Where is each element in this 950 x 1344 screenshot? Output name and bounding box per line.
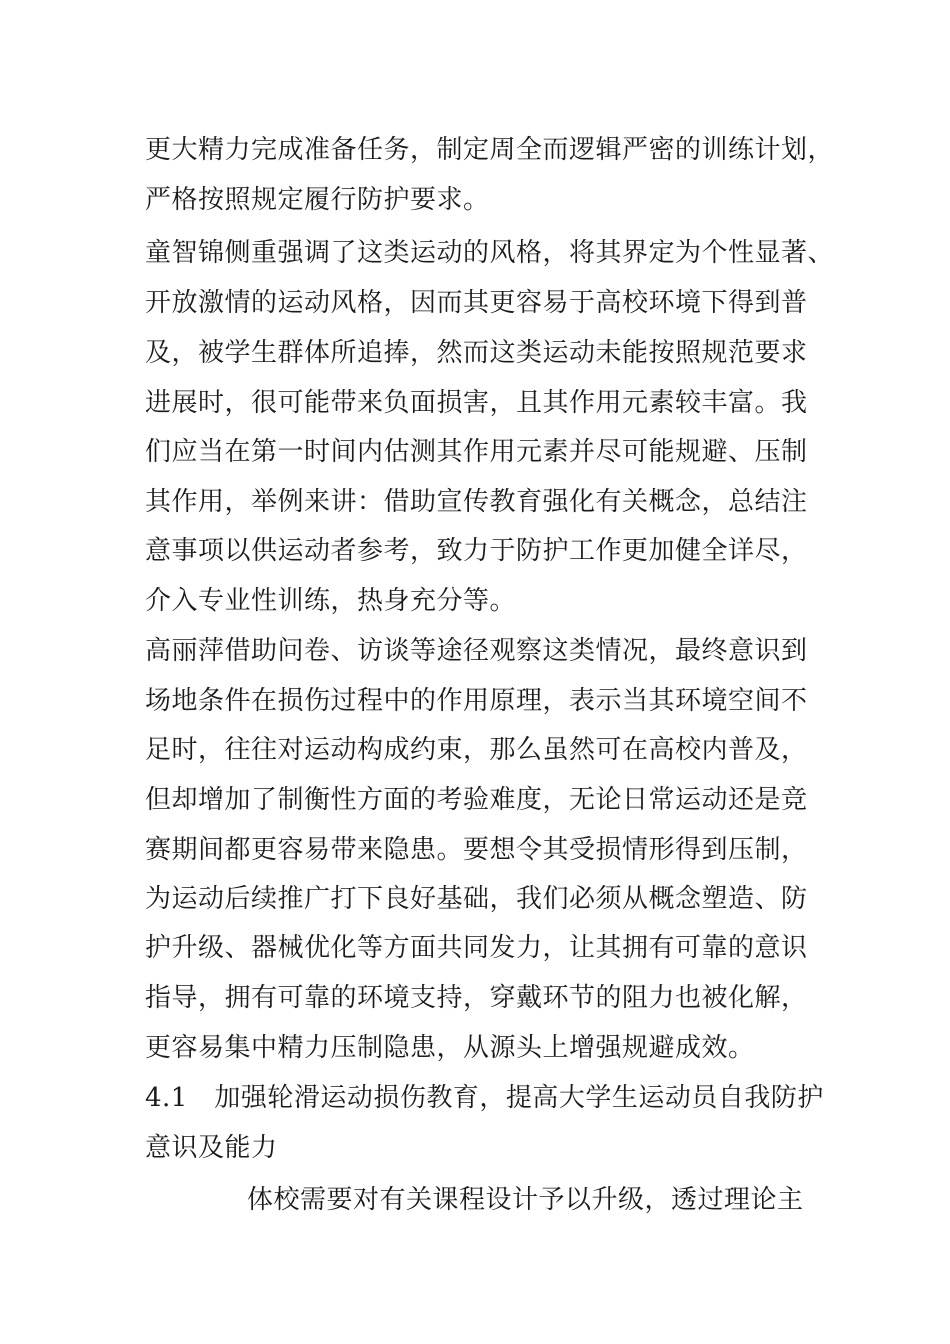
text-line: 严格按照规定履行防护要求。 (145, 185, 490, 215)
text-line: 但却增加了制衡性方面的考验难度，无论日常运动还是竞 (145, 785, 808, 815)
text-line: 指导，拥有可靠的环境支持，穿戴环节的阻力也被化解， (145, 983, 808, 1013)
text-line: 足时，往往对运动构成约束，那么虽然可在高校内普及， (145, 735, 808, 765)
text-line: 开放激情的运动风格，因而其更容易于高校环境下得到普 (145, 288, 808, 318)
text-line: 高丽萍借助问卷、访谈等途径观察这类情况，最终意识到 (145, 636, 808, 666)
text-line: 场地条件在损伤过程中的作用原理，表示当其环境空间不 (145, 686, 808, 716)
paragraph-first-line: 体校需要对有关课程设计予以升级，透过理论主 (247, 1185, 804, 1215)
text-line: 进展时，很可能带来负面损害，且其作用元素较丰富。我 (145, 388, 808, 418)
text-line: 们应当在第一时间内估测其作用元素并尽可能规避、压制 (145, 437, 808, 467)
text-line: 赛期间都更容易带来隐患。要想令其受损情形得到压制， (145, 835, 808, 865)
text-line: 介入专业性训练，热身充分等。 (145, 586, 517, 616)
text-line: 其作用，举例来讲：借助宣传教育强化有关概念，总结注 (145, 487, 808, 517)
section-heading-continued: 意识及能力 (145, 1133, 278, 1163)
text-line: 意事项以供运动者参考，致力于防护工作更加健全详尽， (145, 536, 808, 566)
text-line: 及，被学生群体所追捧，然而这类运动未能按照规范要求 (145, 338, 808, 368)
text-line: 更容易集中精力压制隐患，从源头上增强规避成效。 (145, 1033, 755, 1063)
text-line: 为运动后续推广打下良好基础，我们必须从概念塑造、防 (145, 884, 808, 914)
section-heading: 4.1 加强轮滑运动损伤教育，提高大学生运动员自我防护 (145, 1083, 824, 1113)
text-line: 童智锦侧重强调了这类运动的风格，将其界定为个性显著、 (145, 238, 835, 268)
text-line: 更大精力完成准备任务，制定周全而逻辑严密的训练计划， (145, 135, 835, 165)
text-line: 护升级、器械优化等方面共同发力，让其拥有可靠的意识 (145, 933, 808, 963)
